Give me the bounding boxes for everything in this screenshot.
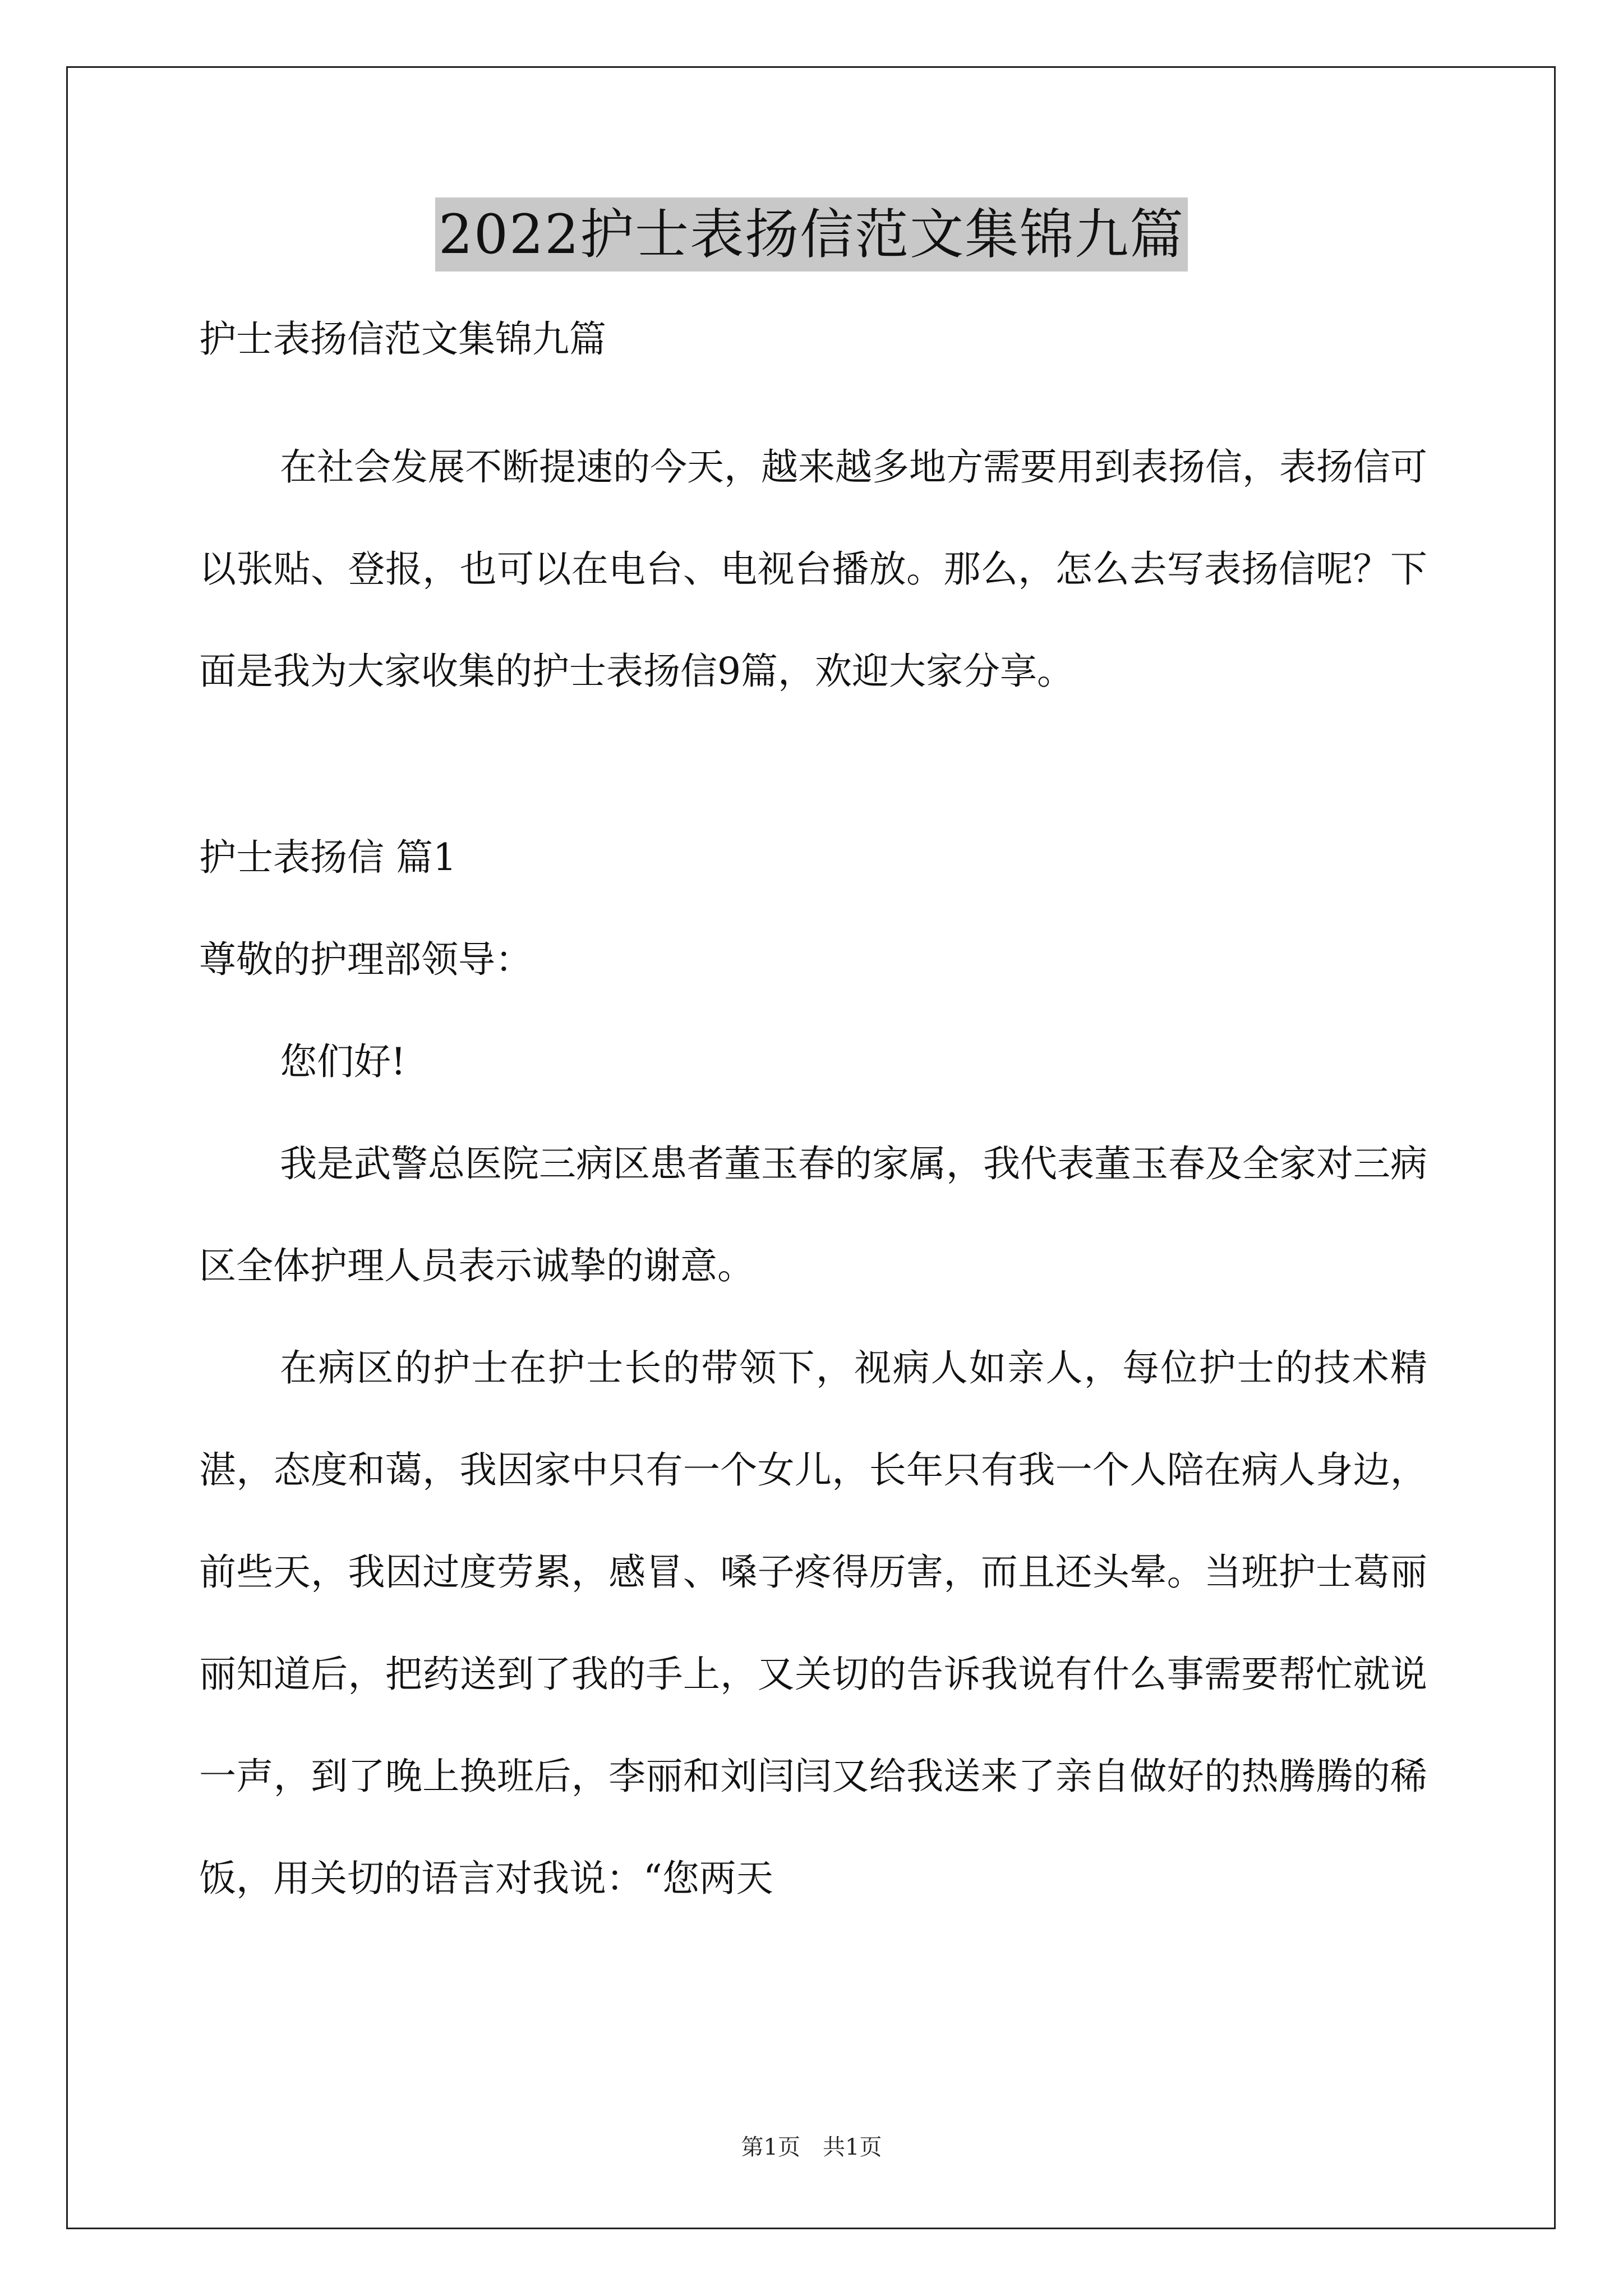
intro-paragraph: 在社会发展不断提速的今天，越来越多地方需要用到表扬信，表扬信可以张贴、登报，也可以在电台、电视台播放。那么，怎么去写表扬信呢？下面是我为大家收集的护士表扬信9篇，欢迎大家分享。 <box>199 445 1427 693</box>
body-paragraph-2: 在病区的护士在护士长的带领下，视病人如亲人，每位护士的技术精湛，态度和蔼，我因家中只有一个女儿，长年只有我一个人陪在病人身边，前些天，我因过度劳累，感冒、嗓子疼得历害，而且还头晕。当班护士葛丽丽知道后，把药送到了我的手上，又关切的告诉我说有什么事需要帮忙就说一声，到了晚上换班后，李丽和刘闫闫又给我送来了亲自做好的热腾腾的稀饭，用关切的语言对我说：“您两天 <box>199 1346 1427 1900</box>
salutation: 尊敬的护理部领导： <box>199 938 532 981</box>
page-footer: 第1页 共1页 <box>741 2134 882 2160</box>
section-heading: 护士表扬信 篇1 <box>199 836 457 879</box>
document-body <box>199 314 1427 1930</box>
greeting: 您们好! <box>280 1040 406 1083</box>
document-title: 2022护士表扬信范文集锦九篇 <box>435 197 1188 272</box>
body-paragraph-1: 我是武警总医院三病区患者董玉春的家属，我代表董玉春及全家对三病区全体护理人员表示诚挚的谢意。 <box>199 1142 1427 1287</box>
document-subtitle: 护士表扬信范文集锦九篇 <box>199 318 606 361</box>
title-container <box>0 197 1623 272</box>
